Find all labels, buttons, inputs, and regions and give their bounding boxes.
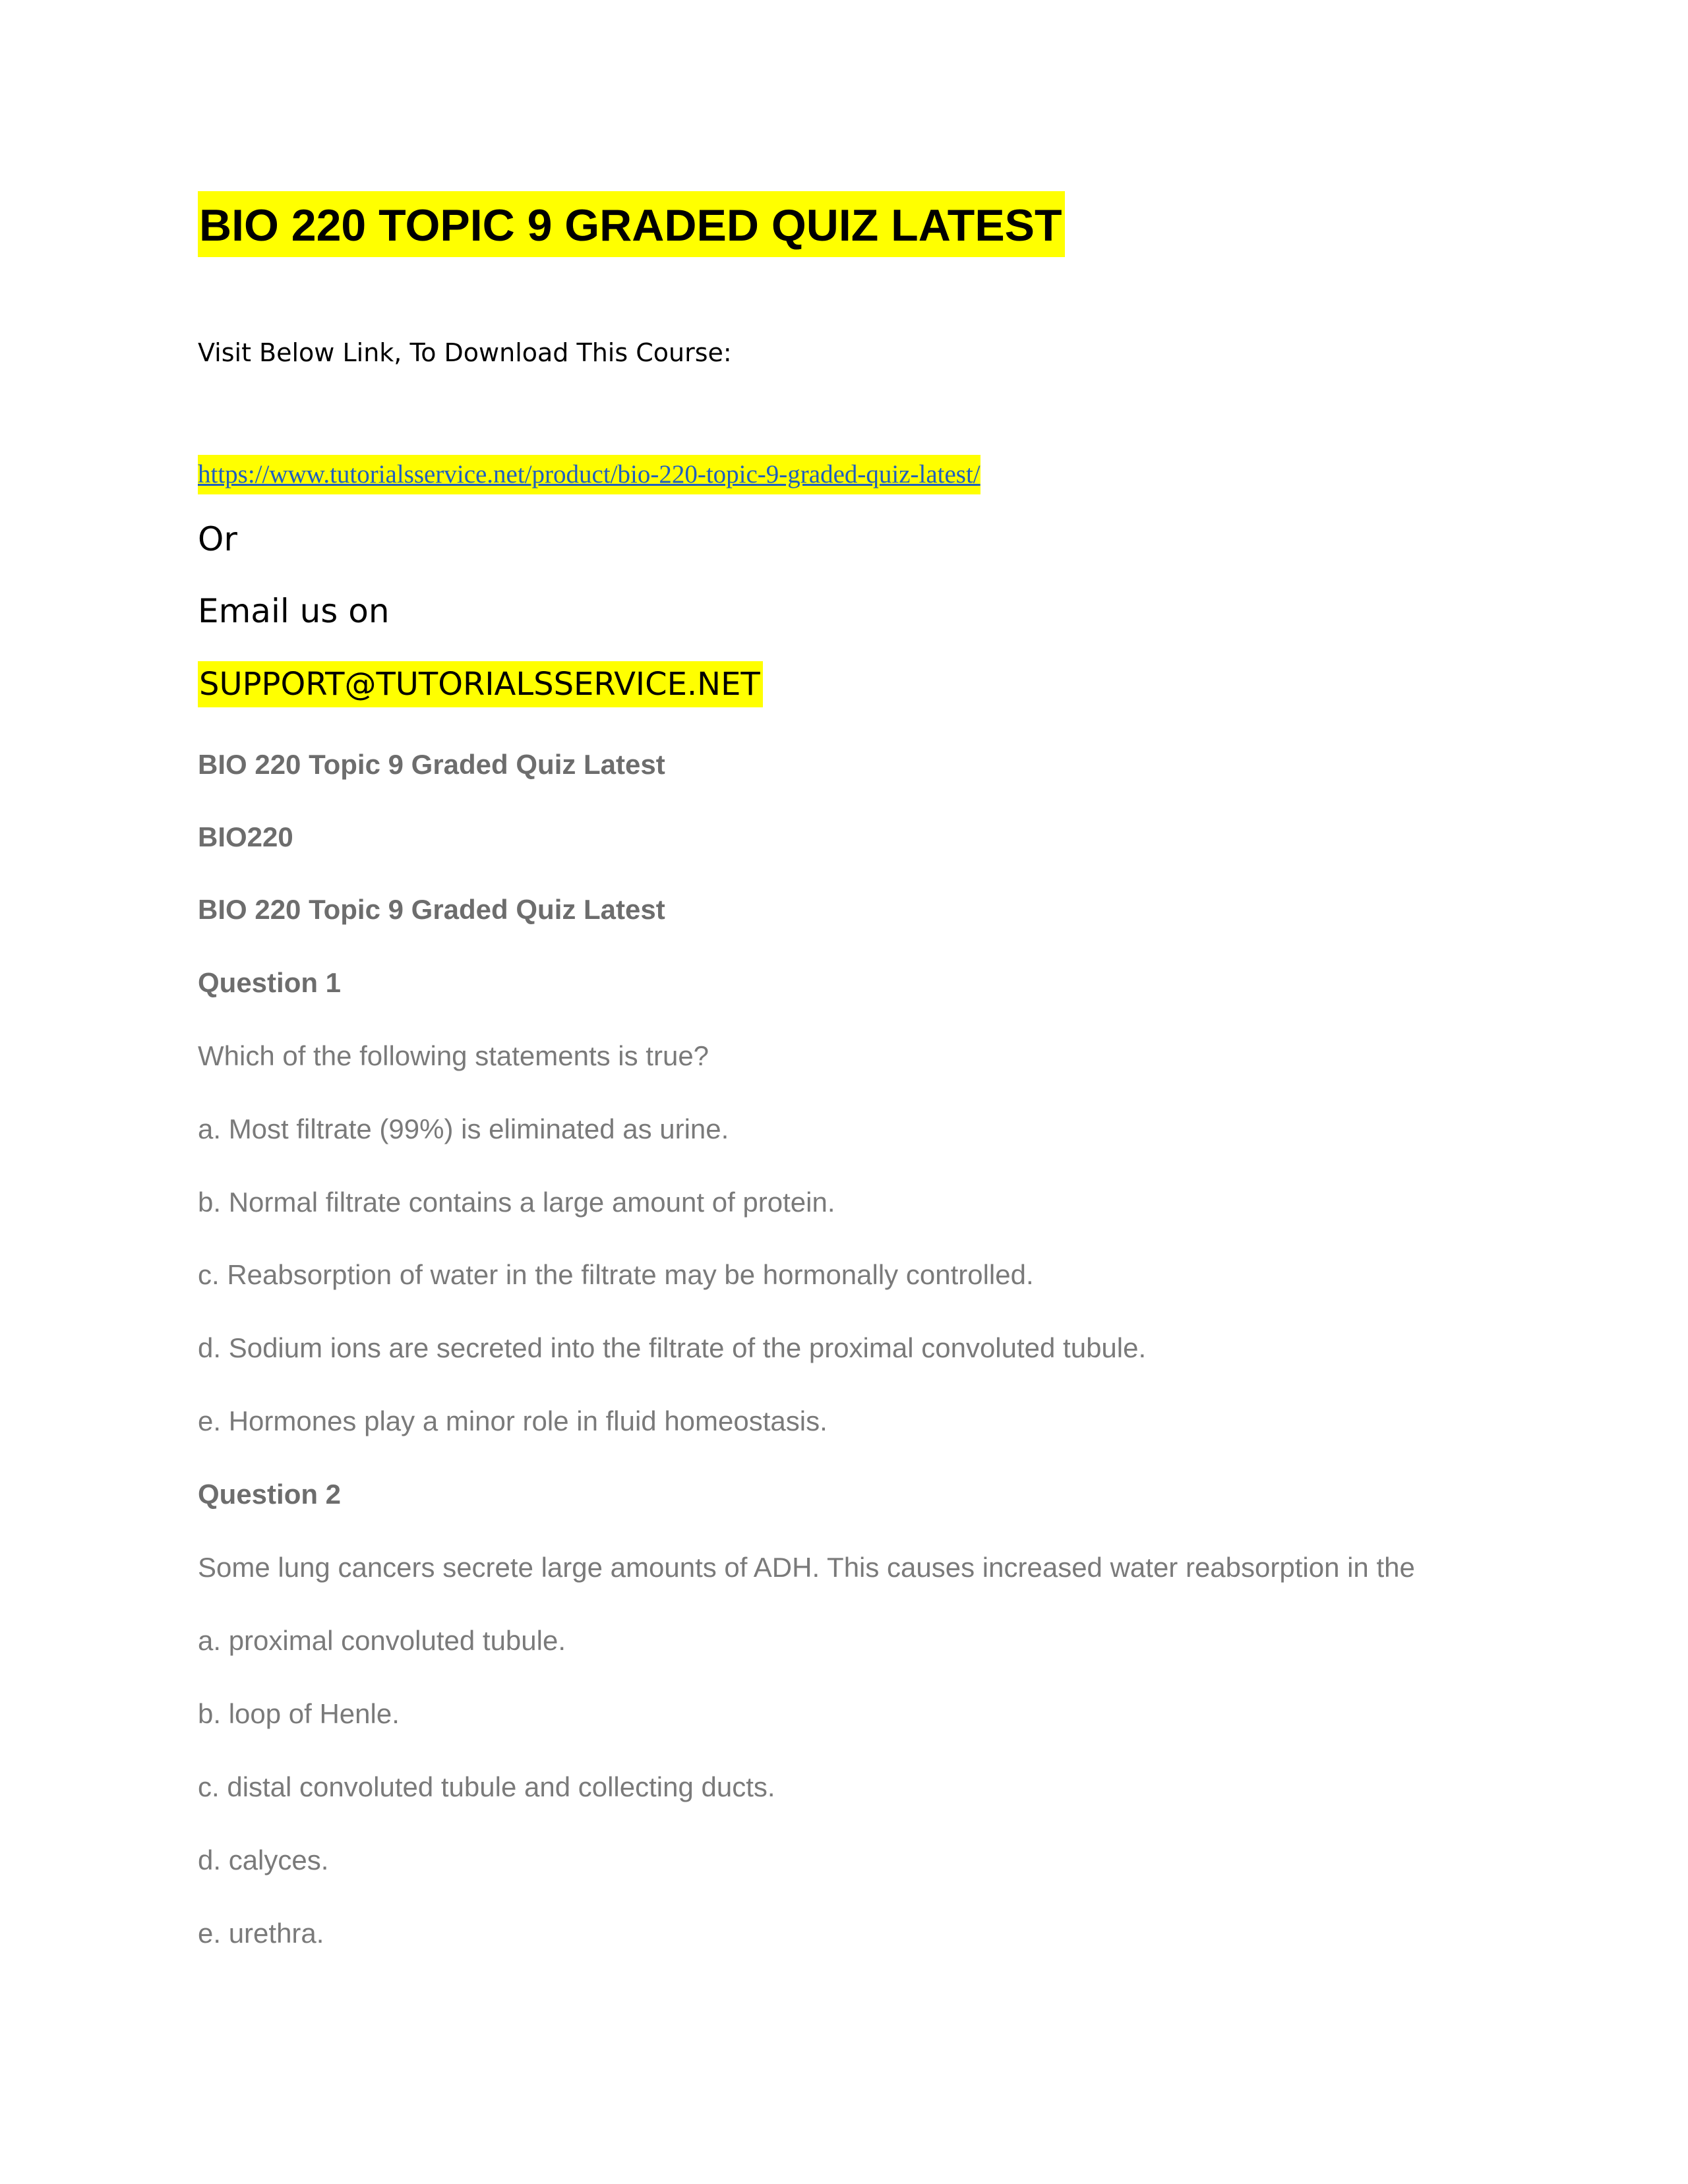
answer-option: e. urethra. — [198, 1918, 324, 1949]
download-intro-text: Visit Below Link, To Download This Course: — [198, 338, 732, 367]
or-text: Or — [198, 520, 237, 558]
answer-option: c. distal convoluted tubule and collecting ducts. — [198, 1771, 775, 1802]
support-email: SUPPORT@TUTORIALSSERVICE.NET — [198, 661, 763, 707]
course-download-link[interactable]: https://www.tutorialsservice.net/product/bio-220-topic-9-graded-quiz-latest/ — [198, 455, 980, 494]
answer-option: c. Reabsorption of water in the filtrate may be hormonally controlled. — [198, 1259, 1034, 1290]
answer-option: d. calyces. — [198, 1845, 329, 1875]
answer-option: a. proximal convoluted tubule. — [198, 1625, 566, 1656]
question-label: Question 2 — [198, 1479, 342, 1510]
answer-option: d. Sodium ions are secreted into the filtrate of the proximal convoluted tubule. — [198, 1332, 1147, 1363]
answer-option: b. loop of Henle. — [198, 1698, 400, 1729]
course-heading-repeat: BIO 220 Topic 9 Graded Quiz Latest — [198, 894, 665, 925]
answer-option: a. Most filtrate (99%) is eliminated as urine. — [198, 1113, 729, 1144]
course-heading: BIO 220 Topic 9 Graded Quiz Latest — [198, 749, 665, 780]
question-label: Question 1 — [198, 967, 342, 998]
answer-option: e. Hormones play a minor role in fluid homeostasis. — [198, 1405, 828, 1436]
answer-option: b. Normal filtrate contains a large amount of protein. — [198, 1187, 835, 1218]
email-label: Email us on — [198, 592, 390, 630]
page-title: BIO 220 TOPIC 9 GRADED QUIZ LATEST — [198, 191, 1065, 257]
question-prompt: Some lung cancers secrete large amounts of ADH. This causes increased water reabsorption in the — [198, 1552, 1415, 1583]
course-code: BIO220 — [198, 821, 293, 852]
question-prompt: Which of the following statements is true? — [198, 1040, 709, 1071]
